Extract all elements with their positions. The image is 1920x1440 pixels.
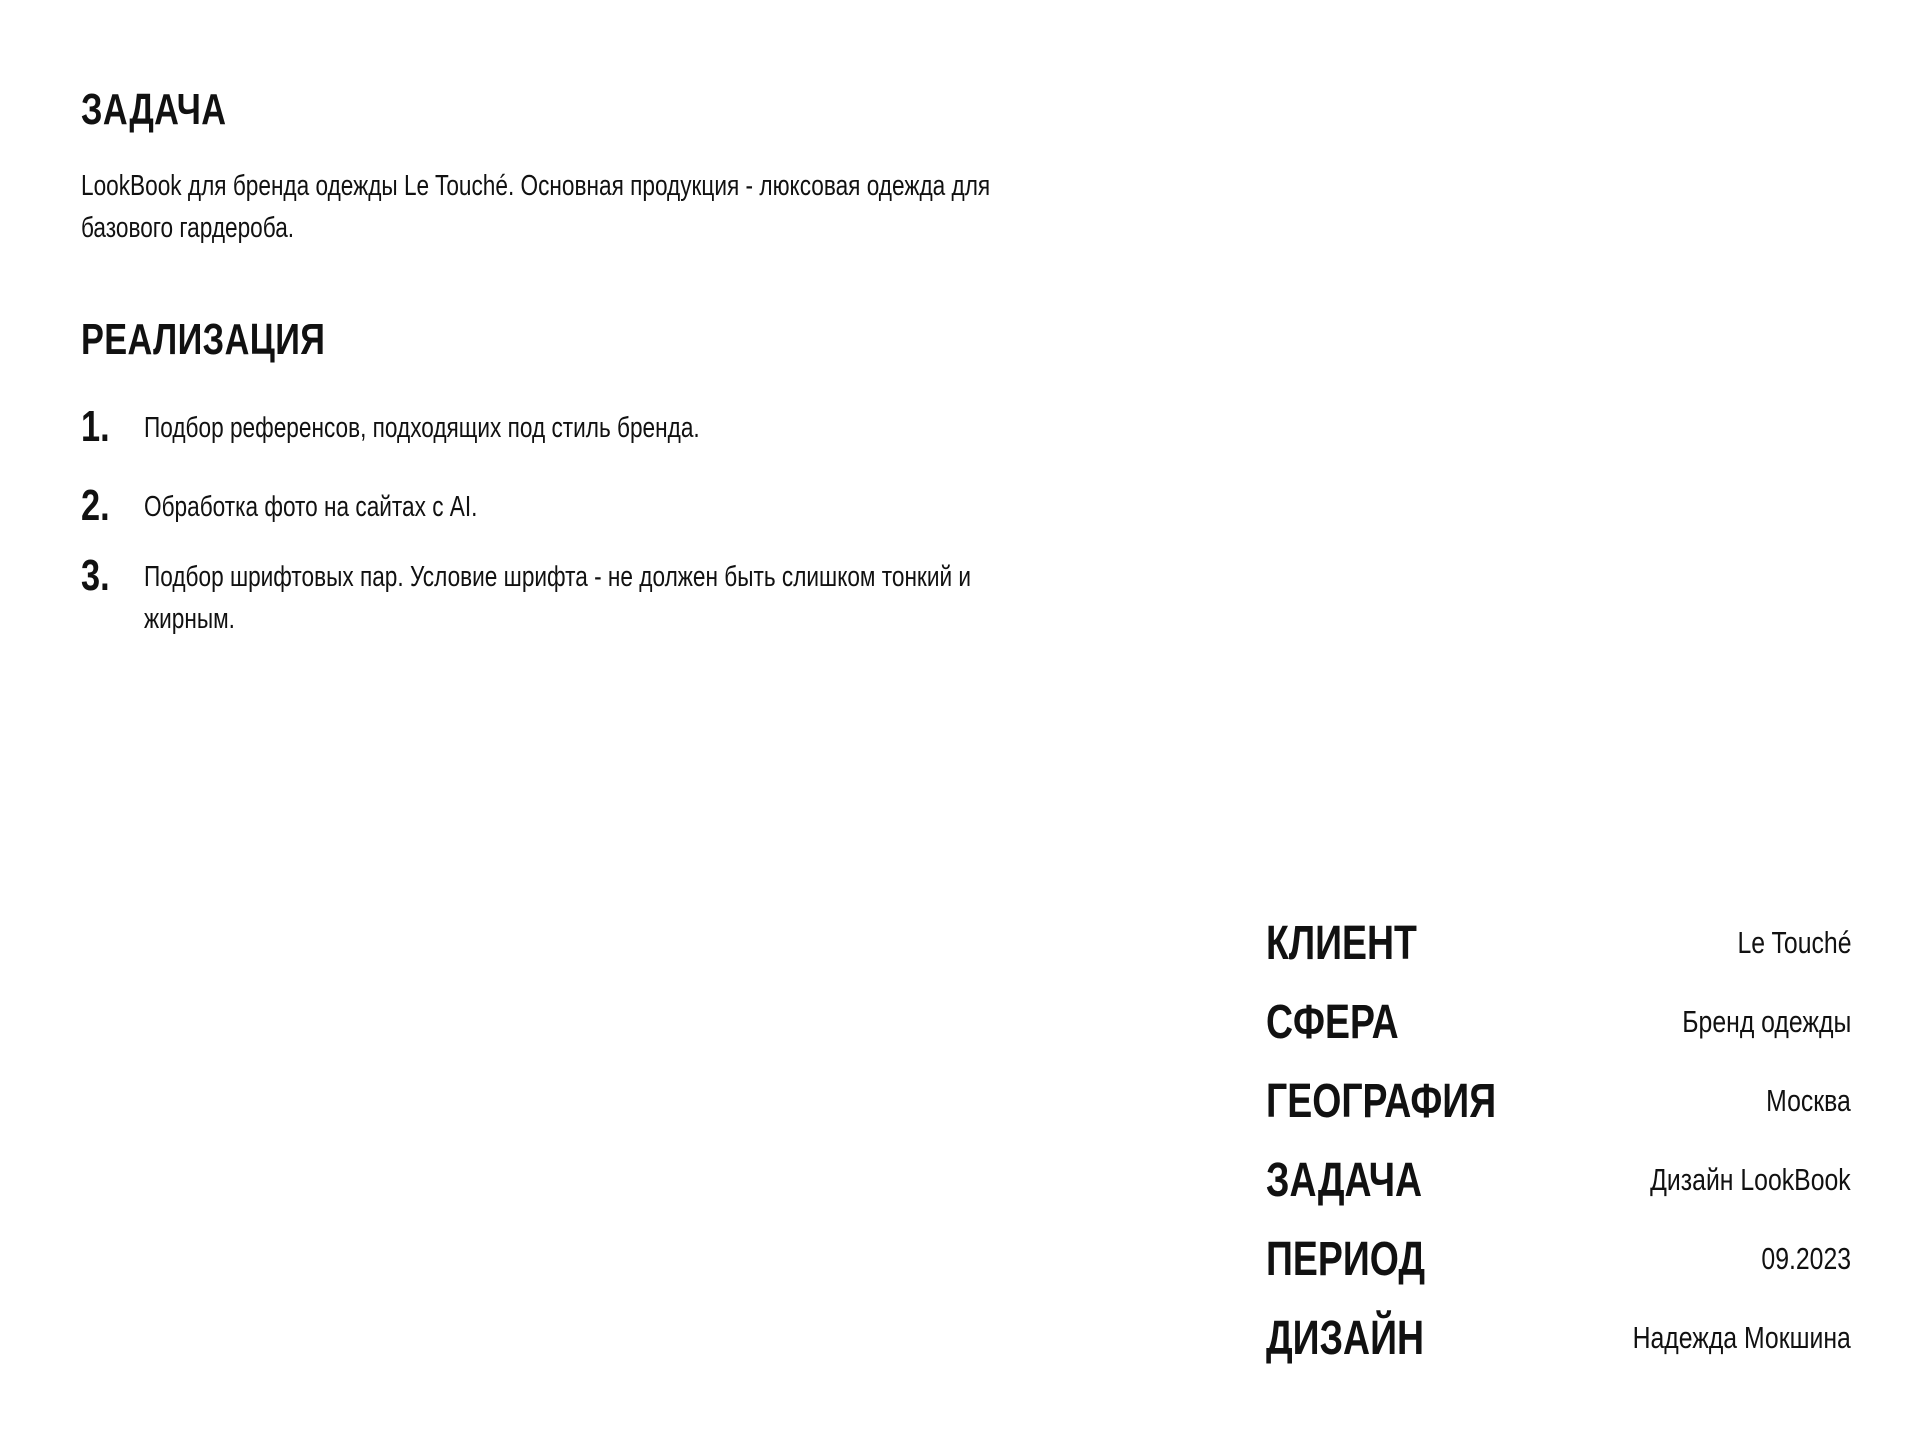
info-row-client — [1266, 917, 1851, 980]
info-value: Дизайн LookBook — [1650, 1162, 1851, 1197]
info-label: ПЕРИОД — [1266, 1233, 1426, 1286]
step-text: Подбор шрифтовых пар. Условие шрифта - не должен быть слишком тонкий и жирным. — [144, 561, 972, 635]
info-row-geography — [1266, 1075, 1851, 1138]
step-number: 3. — [81, 551, 110, 600]
info-value: Надежда Мокшина — [1632, 1320, 1851, 1355]
info-value: 09.2023 — [1761, 1241, 1851, 1276]
task-description: LookBook для бренда одежды Le Touché. Основная продукция - люксовая одежда для базового гардероба. — [81, 170, 991, 244]
info-value: Le Touché — [1737, 925, 1851, 960]
step-text: Обработка фото на сайтах с AI. — [144, 491, 478, 523]
info-label: ДИЗАЙН — [1266, 1312, 1425, 1365]
info-value: Бренд одежды — [1681, 1004, 1851, 1039]
step-number: 1. — [81, 402, 110, 451]
info-label: СФЕРА — [1266, 996, 1399, 1049]
info-value: Москва — [1766, 1083, 1851, 1118]
step-text: Подбор референсов, подходящих под стиль бренда. — [144, 412, 700, 444]
step-number: 2. — [81, 481, 110, 530]
implementation-heading: РЕАЛИЗАЦИЯ — [81, 315, 326, 364]
info-label: КЛИЕНТ — [1266, 917, 1417, 970]
info-label: ГЕОГРАФИЯ — [1266, 1075, 1497, 1128]
info-row-period — [1266, 1233, 1851, 1296]
task-heading: ЗАДАЧА — [81, 85, 227, 134]
info-label: ЗАДАЧА — [1266, 1154, 1423, 1207]
info-row-design — [1266, 1312, 1851, 1375]
info-row-sphere — [1266, 996, 1851, 1059]
info-row-task — [1266, 1154, 1851, 1217]
